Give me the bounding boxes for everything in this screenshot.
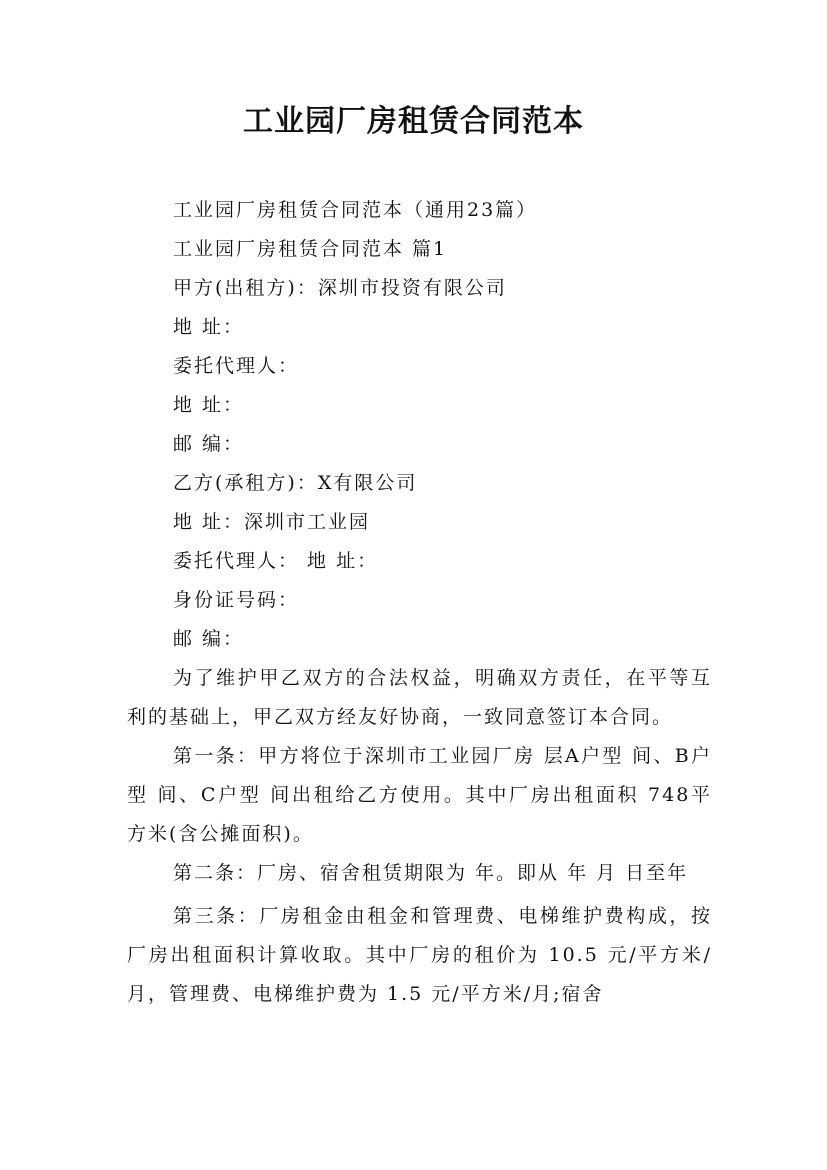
party-a-agent-line: 委托代理人： — [173, 355, 300, 377]
preamble-paragraph: 为了维护甲乙双方的合法权益，明确双方责任，在平等互利的基础上，甲乙双方经友好协商，一致同意签订本合同。 — [127, 667, 712, 728]
party-b-agent-line: 委托代理人： 地 址： — [173, 550, 379, 572]
document-body — [127, 191, 712, 1014]
party-b-address-line: 地 址：深圳市工业园 — [173, 511, 371, 533]
article-2-paragraph: 第二条：厂房、宿舍租赁期限为 年。即从 年 月 日至年 — [173, 862, 689, 884]
document-title: 工业园厂房租赁合同范本 — [243, 104, 584, 139]
party-b-postcode-line: 邮 编： — [173, 628, 245, 650]
party-b-line: 乙方(承租方)：X有限公司 — [173, 472, 418, 494]
party-b-id-line: 身份证号码： — [173, 589, 300, 611]
party-a-line: 甲方(出租方)：深圳市投资有限公司 — [173, 277, 507, 299]
party-a-address-line: 地 址： — [173, 316, 245, 338]
party-a-postcode-line: 邮 编： — [173, 433, 245, 455]
section-heading: 工业园厂房租赁合同范本 篇1 — [173, 238, 448, 260]
article-3-paragraph: 第三条：厂房租金由租金和管理费、电梯维护费构成，按厂房出租面积计算收取。其中厂房的租价为 10.5 元/平方米/月，管理费、电梯维护费为 1.5 元/平方米/月;宿舍 — [127, 905, 712, 1005]
subtitle-line: 工业园厂房租赁合同范本（通用23篇） — [173, 199, 538, 221]
party-a-agent-address-line: 地 址： — [173, 394, 245, 416]
article-1-paragraph: 第一条：甲方将位于深圳市工业园厂房 层A户型 间、B户型 间、C户型 间出租给乙方使用。其中厂房出租面积 748平方米(含公摊面积)。 — [127, 745, 712, 845]
